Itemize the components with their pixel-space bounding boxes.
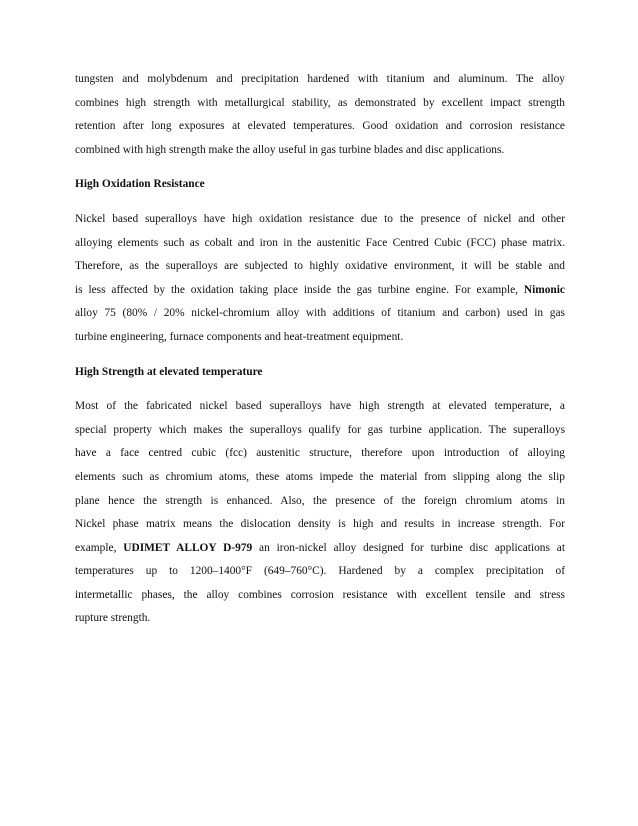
bold-term-udimet-alloy: UDIMET ALLOY D-979 bbox=[123, 541, 253, 554]
page-content bbox=[75, 68, 565, 631]
paragraph-alloy-intro bbox=[75, 68, 565, 162]
paragraph-strength bbox=[75, 395, 565, 631]
text-line: turbine engineering, furnace components and heat-treatment equipment. bbox=[75, 330, 404, 343]
text-line: rupture strength. bbox=[75, 612, 151, 625]
text-line: combined with high strength make the alloy useful in gas turbine blades and disc applications. bbox=[75, 143, 505, 156]
paragraph-oxidation bbox=[75, 208, 565, 350]
text-segment: an iron-nickel alloy designed for turbine disc applications at bbox=[259, 541, 565, 554]
text-line: elements such as chromium atoms, these atoms impede the material from slipping along the slip bbox=[75, 470, 565, 483]
text-line: alloying elements such as cobalt and iron in the austenitic Face Centred Cubic (FCC) phase matrix. bbox=[75, 236, 565, 249]
text-line: Therefore, as the superalloys are subjected to highly oxidative environment, it will be stable and bbox=[75, 260, 565, 273]
text-line: Nickel phase matrix means the dislocation density is high and results in increase strength. For bbox=[75, 518, 565, 531]
heading-high-oxidation-resistance: High Oxidation Resistance bbox=[75, 178, 205, 191]
text-line: alloy 75 (80% / 20% nickel-chromium alloy with additions of titanium and carbon) used in gas bbox=[75, 307, 565, 320]
text-line: tungsten and molybdenum and precipitation hardened with titanium and aluminum. The alloy bbox=[75, 73, 565, 85]
text-line bbox=[75, 279, 565, 303]
text-line: have a face centred cubic (fcc) austenitic structure, therefore upon introduction of alloying bbox=[75, 447, 565, 460]
heading-high-strength: High Strength at elevated temperature bbox=[75, 365, 263, 378]
text-line: plane hence the strength is enhanced. Also, the presence of the foreign chromium atoms in bbox=[75, 494, 565, 507]
text-line: temperatures up to 1200–1400°F (649–760°C). Hardened by a complex precipitation of bbox=[75, 565, 565, 578]
text-segment: example, bbox=[75, 541, 117, 554]
text-line: Nickel based superalloys have high oxidation resistance due to the presence of nickel and other bbox=[75, 212, 565, 225]
text-line: Most of the fabricated nickel based superalloys have high strength at elevated temperature, a bbox=[75, 400, 565, 413]
text-line bbox=[75, 537, 565, 561]
text-line: retention after long exposures at elevated temperatures. Good oxidation and corrosion resistance bbox=[75, 120, 565, 133]
bold-term-nimonic: Nimonic bbox=[523, 283, 565, 296]
text-line: intermetallic phases, the alloy combines corrosion resistance with excellent tensile and stress bbox=[75, 588, 565, 601]
text-line: special property which makes the superalloys qualify for gas turbine application. The superalloys bbox=[75, 423, 565, 436]
text-segment: is less affected by the oxidation taking place inside the gas turbine engine. For example, bbox=[75, 283, 518, 296]
text-line: combines high strength with metallurgical stability, as demonstrated by excellent impact strength bbox=[75, 96, 565, 109]
